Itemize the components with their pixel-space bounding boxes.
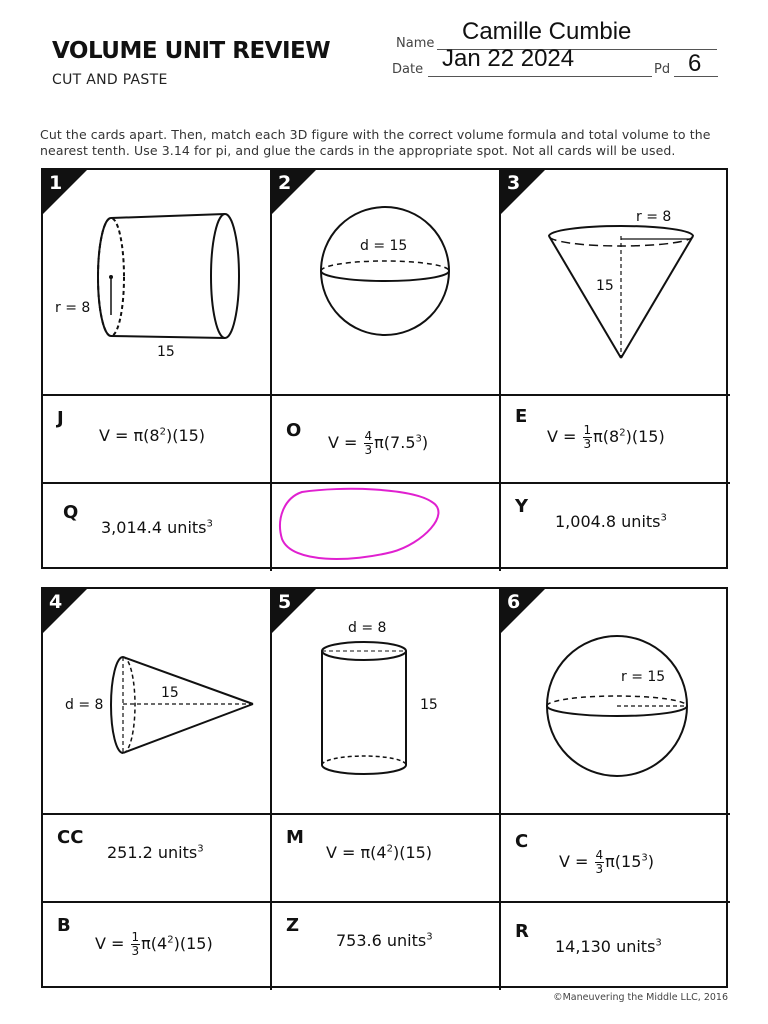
empty-card-slot[interactable] bbox=[272, 484, 501, 571]
card-q[interactable] bbox=[43, 484, 272, 571]
card-grid-1 bbox=[41, 168, 728, 569]
card-letter: Z bbox=[286, 915, 300, 936]
figure-4-height-label: 15 bbox=[161, 685, 179, 701]
figure-3-height-label: 15 bbox=[596, 278, 614, 294]
figure-1-radius-label: r = 8 bbox=[55, 300, 91, 316]
worksheet-subtitle: CUT AND PASTE bbox=[52, 72, 168, 88]
date-line bbox=[428, 76, 652, 77]
formula: V = $\frac{4}{3}$ $\pi(15^3)$ bbox=[559, 848, 655, 876]
figure-1-height-label: 15 bbox=[157, 344, 175, 360]
figure-4-diameter-label: d = 8 bbox=[65, 697, 104, 713]
card-letter: B bbox=[57, 915, 71, 936]
card-letter: CC bbox=[57, 827, 84, 848]
volume-value: 14,130 units$^3$ bbox=[555, 937, 662, 956]
figure-number: 2 bbox=[278, 172, 292, 194]
figure-2-diameter-label: d = 15 bbox=[360, 238, 408, 254]
card-letter: R bbox=[515, 921, 529, 942]
card-letter: J bbox=[57, 408, 64, 429]
card-letter: M bbox=[286, 827, 304, 848]
formula: V = $\frac{4}{3}$ $\pi(7.5^3)$ bbox=[328, 429, 429, 457]
figure-card-4[interactable] bbox=[43, 589, 272, 815]
volume-value: 3,014.4 units$^3$ bbox=[101, 518, 213, 537]
figure-number: 6 bbox=[507, 591, 521, 613]
figure-card-1[interactable] bbox=[43, 170, 272, 396]
card-cc[interactable] bbox=[43, 815, 272, 903]
volume-value: 753.6 units$^3$ bbox=[336, 931, 433, 950]
card-letter: O bbox=[286, 420, 302, 441]
figure-number: 5 bbox=[278, 591, 292, 613]
date-field[interactable]: Jan 22 2024 bbox=[442, 45, 575, 72]
formula: V = $\frac{1}{3}$ $\pi(4^2)(15)$ bbox=[95, 930, 213, 958]
card-y[interactable] bbox=[501, 484, 730, 571]
name-field[interactable]: Camille Cumbie bbox=[462, 18, 632, 45]
figure-3-radius-label: r = 8 bbox=[636, 209, 672, 225]
worksheet-title: VOLUME UNIT REVIEW bbox=[52, 38, 331, 64]
volume-value: 251.2 units$^3$ bbox=[107, 843, 204, 862]
figure-card-5[interactable] bbox=[272, 589, 501, 815]
pink-circle-annotation bbox=[272, 484, 499, 571]
card-e[interactable] bbox=[501, 396, 730, 484]
volume-value: 1,004.8 units$^3$ bbox=[555, 512, 667, 531]
card-c[interactable] bbox=[501, 815, 730, 903]
card-letter: Q bbox=[63, 502, 79, 523]
card-z[interactable] bbox=[272, 903, 501, 990]
figure-6-radius-label: r = 15 bbox=[621, 669, 666, 685]
figure-5-diameter-label: d = 8 bbox=[348, 620, 387, 636]
card-o[interactable] bbox=[272, 396, 501, 484]
figure-number: 3 bbox=[507, 172, 521, 194]
copyright-footer: ©Maneuvering the Middle LLC, 2016 bbox=[553, 992, 728, 1003]
name-label: Name bbox=[396, 36, 435, 51]
figure-number: 1 bbox=[49, 172, 63, 194]
figure-card-3[interactable] bbox=[501, 170, 730, 396]
card-r[interactable] bbox=[501, 903, 730, 990]
formula: $V = \pi(4^2)(15)$ bbox=[326, 843, 433, 862]
card-b[interactable] bbox=[43, 903, 272, 990]
figure-5-height-label: 15 bbox=[420, 697, 438, 713]
date-label: Date bbox=[392, 62, 424, 77]
card-grid-2 bbox=[41, 587, 728, 988]
period-label: Pd bbox=[654, 62, 671, 77]
figure-card-6[interactable] bbox=[501, 589, 730, 815]
figure-card-2[interactable] bbox=[272, 170, 501, 396]
figure-number: 4 bbox=[49, 591, 63, 613]
formula: V = $\frac{1}{3}$ $\pi(8^2)(15)$ bbox=[547, 423, 665, 451]
card-letter: Y bbox=[515, 496, 529, 517]
card-letter: C bbox=[515, 831, 529, 852]
card-j[interactable] bbox=[43, 396, 272, 484]
card-m[interactable] bbox=[272, 815, 501, 903]
period-field[interactable]: 6 bbox=[688, 50, 702, 77]
card-letter: E bbox=[515, 406, 528, 427]
formula: $V = \pi(8^2)(15)$ bbox=[99, 426, 206, 445]
instructions: Cut the cards apart. Then, match each 3D figure with the correct volume formula and total volume to the nearest tenth. Use 3.14 for pi, and glue the cards in the appropriate spot. Not all cards will be used. bbox=[40, 127, 711, 158]
